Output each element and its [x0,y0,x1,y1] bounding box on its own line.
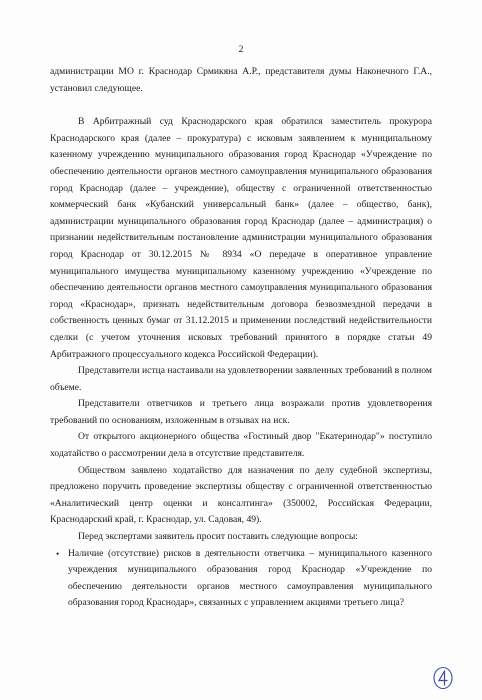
defendants-position-paragraph: Представители ответчиков и третьего лица возражали против удовлетворения требований по основаниям, изложенным в отзывах на иск. [50,398,432,426]
plaintiff-position-paragraph: Представители истца настаивали на удовлетворении заявленных требований в полном объеме. [50,365,432,393]
expertise-motion-paragraph: Обществом заявлено ходатайство для назначения по делу судебной экспертизы, предложено поручить проведение экспертизы обществу с ограниченной ответственностью «Аналитический центр оценки и консалтинга» (350002, Российская Федерации, Краснодарский край, г. Краснодар, ул. Садовая, 49). [50,464,432,526]
questions-list [50,546,432,612]
handwritten-page-mark-icon [432,666,454,690]
bullet-icon: • [56,548,60,559]
question-text: Наличие (отсутствие) рисков в деятельности ответчика – муниципального казенного учреждения муниципального образования город Краснодар «Учреждение по обеспечению деятельности органов местного самоуправления муниципального образования город Краснодар», связанных с управлением акциями третьего лица? [68,547,432,609]
motion-absence-paragraph: От открытого акционерного общества «Гостиный двор "Екатеринодар"» поступило ходатайство о рассмотрении дела в отсутствие представителя. [50,431,432,460]
document-body [50,64,432,612]
claim-paragraph: В Арбитражный суд Краснодарского края обратился заместитель прокурора Краснодарского края (далее – прокуратура) с исковым заявлением к муниципальному казенному учреждению муниципального образования город Краснодар «Учреждение по обеспечению деятельности органов местного самоуправления муниципального образования город Краснодар (далее – учреждение), обществу с ограниченной ответственностью коммерческий банк «Кубанский универсальный банк» (далее – общество, банк), администрации муниципального образования город Краснодар (далее – администрация) о признании недействительным постановление администрации муниципального образования город Краснодар от 30.12.2015 № 8934 «О передаче в оперативное управление муниципального имущества муниципальному казенному учреждению «Учреждение по обеспечению деятельности органов местного самоуправления муниципального образования город «Краснодар», признать недействительным договора безвозмездной передачи в собственность ценных бумаг от 31.12.2015 и применении последствий недействительности сделки (с учетом уточнения исковых требований принятого в порядке статьи 49 Арбитражного процессуального кодекса Российской Федерации). [50,116,432,360]
intro-paragraph: администрации МО г. Краснодар Срмикяна А.Р., представителя думы Наконечного Г.А., установил следующее. [50,66,432,94]
questions-intro-paragraph: Перед экспертами заявитель просит поставить следующие вопросы: [78,531,358,543]
list-item [56,546,432,612]
page-number: 2 [238,45,244,55]
